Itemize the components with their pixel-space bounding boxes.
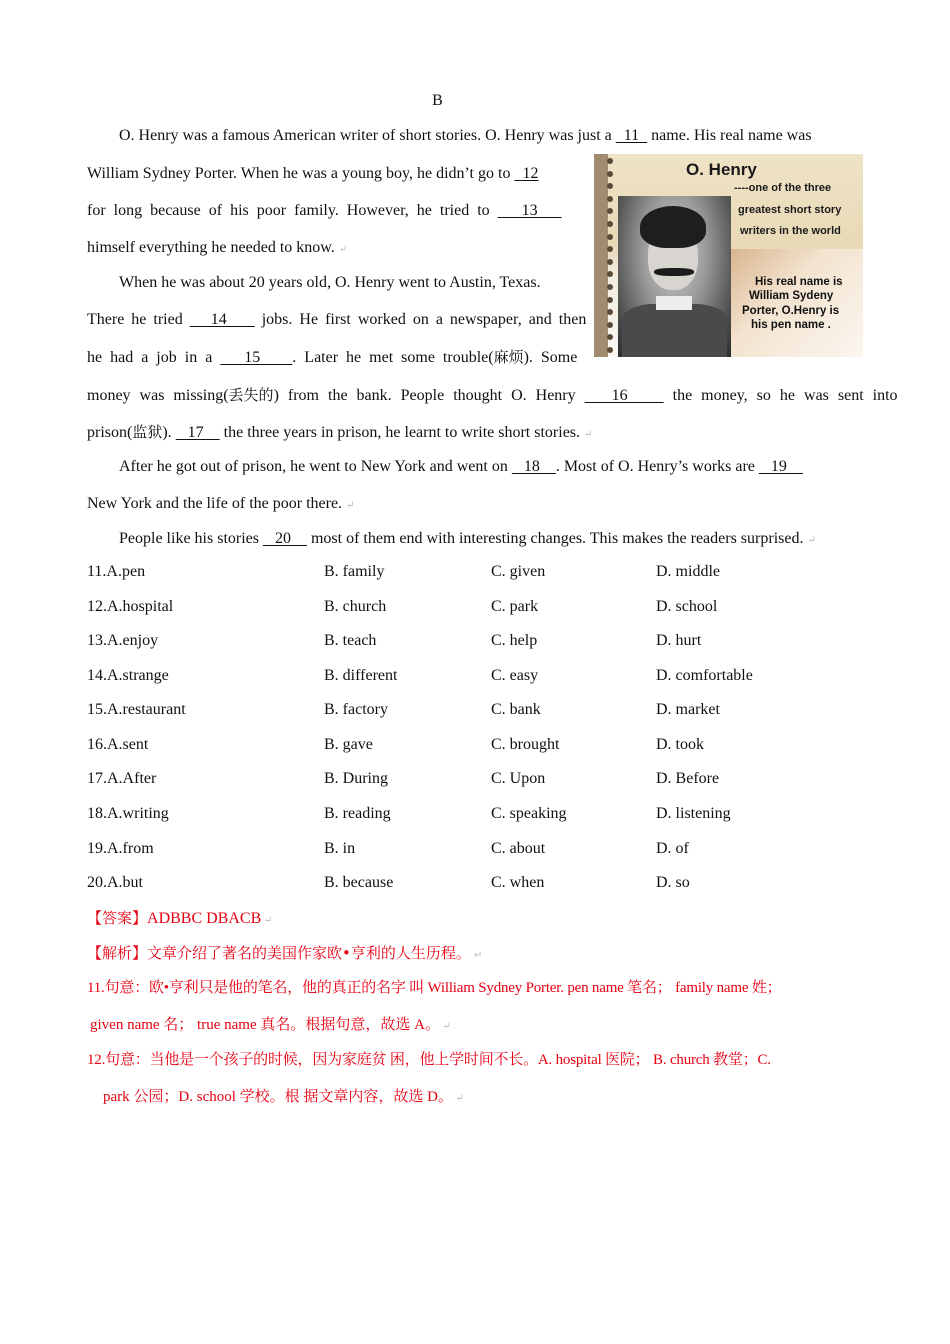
option-b: B. in: [324, 840, 356, 857]
option-d: D. hurt: [656, 632, 702, 649]
passage-text: ). Some: [523, 349, 578, 366]
passage-text: money was missing(: [87, 387, 229, 404]
option-c: C. about: [491, 840, 546, 857]
option-d: D. Before: [656, 770, 720, 787]
passage-text: name. His real name was: [647, 127, 812, 144]
blank-12: 12: [514, 165, 539, 182]
photo-note: William Sydeny: [749, 290, 834, 302]
photo-note: Porter, O.Henry is: [742, 305, 840, 317]
option-d: D. so: [656, 874, 690, 891]
passage-text: After he got out of prison, he went to New York and went on: [119, 458, 512, 475]
photo-subtitle: ----one of the three: [734, 182, 832, 194]
option-b: B. because: [324, 874, 394, 891]
passage-text: most of them end with interesting changes. This makes the readers surprised.: [306, 530, 808, 547]
passage-line: [87, 494, 354, 516]
analysis-q11-line2: given name 名； true name 真名。根据句意，故选 A。: [90, 1017, 440, 1033]
option-d: D. school: [656, 598, 718, 615]
option-c: C. easy: [491, 667, 539, 684]
option-a: 16.A.sent: [87, 736, 149, 753]
room-background: [731, 249, 863, 357]
gloss-trouble: 麻烦: [493, 348, 524, 366]
option-d: D. of: [656, 840, 689, 857]
analysis-q12-line1: 12.句意：当他是一个孩子的时候，因为家庭贫 困，他上学时间不长。A. hospital 医院； B. church 教堂；C.: [87, 1052, 771, 1068]
passage-line: [87, 347, 577, 368]
blank-13: 13: [497, 202, 562, 219]
passage-line: [87, 238, 347, 260]
passage-text: . Later he met some trouble(: [292, 349, 494, 366]
option-c: C. brought: [491, 736, 560, 753]
blank-15: 15: [220, 349, 293, 366]
photo-note: His real name is: [755, 276, 843, 288]
passage-text: William Sydney Porter. When he was a young boy, he didn’t go to: [87, 165, 515, 182]
passage-text: jobs. He first worked on a newspaper, and then: [254, 311, 587, 328]
photo-subtitle: greatest short story: [738, 204, 842, 216]
option-a: 12.A.hospital: [87, 598, 174, 615]
blank-14: 14: [189, 311, 255, 328]
photo-title: O. Henry: [686, 160, 757, 179]
option-b: B. During: [324, 770, 388, 787]
passage-text: ) from the bank. People thought O. Henry: [273, 387, 585, 404]
analysis-summary: 文章介绍了著名的美国作家欧•亨利的人生历程。: [147, 944, 471, 962]
option-a: 17.A.After: [87, 770, 157, 787]
blank-18: 18: [511, 458, 556, 475]
option-d: D. listening: [656, 805, 731, 822]
passage-text: When he was about 20 years old, O. Henry went to Austin, Texas.: [119, 274, 541, 291]
passage-text: the money, so he was sent into: [663, 387, 898, 404]
passage-line: [87, 422, 592, 445]
option-c: C. speaking: [491, 805, 567, 822]
passage-line: [119, 529, 816, 551]
analysis-q11-line1: 11.句意：欧•亨利只是他的笔名，他的真正的名字 叫 William Sydney Porter. pen name 笔名； family name 姓；: [87, 980, 782, 996]
blank-17: 17: [175, 424, 220, 441]
answer-label: 【答案】: [87, 909, 148, 927]
analysis-q12-cont: [103, 1087, 464, 1109]
analysis-label: 【解析】: [87, 944, 148, 962]
passage-text: for long because of his poor family. However, he tried to: [87, 202, 498, 219]
option-a: 19.A.from: [87, 840, 154, 857]
analysis-q11: [87, 978, 781, 998]
option-a: 14.A.strange: [87, 667, 169, 684]
option-c: C. park: [491, 598, 539, 615]
passage-line: [87, 164, 538, 184]
spiral-rings: [607, 158, 615, 357]
paragraph-mark: ↵: [452, 1093, 464, 1104]
photo-subtitle: writers in the world: [740, 225, 841, 237]
passage-text: he had a job in a: [87, 349, 221, 366]
paragraph-mark: ↵: [346, 500, 355, 511]
section-label: B: [432, 92, 443, 109]
blank-16: 16: [584, 387, 664, 404]
paragraph-mark: ↵: [261, 915, 273, 926]
passage-text: the three years in prison, he learnt to write short stories.: [219, 424, 585, 441]
option-d: D. middle: [656, 563, 720, 580]
option-b: B. different: [324, 667, 398, 684]
blank-19: 19: [758, 458, 803, 475]
option-d: D. comfortable: [656, 667, 753, 684]
option-b: B. gave: [324, 736, 373, 753]
option-c: C. bank: [491, 701, 541, 718]
option-b: B. family: [324, 563, 385, 580]
passage-line: [119, 457, 803, 477]
option-c: C. Upon: [491, 770, 546, 787]
option-a: 20.A.but: [87, 874, 143, 891]
option-c: C. given: [491, 563, 546, 580]
passage-line: [119, 126, 864, 146]
passage-text: New York and the life of the poor there.: [87, 495, 347, 512]
analysis-q11-cont: [90, 1015, 451, 1037]
paragraph-mark: ↵: [584, 429, 593, 440]
notebook-spiral: [594, 154, 608, 357]
passage-line: [119, 273, 541, 293]
blank-20: 20: [262, 530, 307, 547]
option-d: D. market: [656, 701, 720, 718]
o-henry-photo: [594, 154, 863, 357]
option-b: B. reading: [324, 805, 391, 822]
paragraph-mark: ↵: [470, 950, 483, 961]
answer-line: [87, 908, 272, 931]
passage-text: . Most of O. Henry’s works are: [555, 458, 759, 475]
paragraph-mark: ↵: [338, 244, 348, 255]
answer-value: ADBBC DBACB: [147, 910, 262, 927]
gloss-missing: 丢失的: [228, 386, 274, 404]
analysis-q12: [87, 1050, 771, 1070]
passage-text: ).: [162, 424, 176, 441]
passage-text: prison(: [87, 424, 133, 441]
option-a: 11.A.pen: [87, 563, 146, 580]
paragraph-mark: ↵: [439, 1021, 451, 1032]
analysis-q12-line2: park 公园；D. school 学校。根 据文章内容，故选 D。: [103, 1089, 453, 1105]
passage-text: O. Henry was a famous American writer of short stories. O. Henry was just a: [119, 127, 616, 144]
passage-text: People like his stories: [119, 530, 263, 547]
blank-11: 11: [615, 127, 648, 144]
passage-line: [87, 385, 898, 406]
option-a: 18.A.writing: [87, 805, 169, 822]
gloss-prison: 监狱: [132, 423, 163, 441]
option-d: D. took: [656, 736, 704, 753]
passage-line: [87, 201, 562, 221]
portrait-image: [618, 196, 731, 357]
analysis-summary-line: [87, 943, 482, 966]
option-b: B. church: [324, 598, 387, 615]
option-a: 13.A.enjoy: [87, 632, 159, 649]
option-c: C. help: [491, 632, 538, 649]
photo-note: his pen name .: [751, 319, 831, 331]
passage-text: There he tried: [87, 311, 190, 328]
option-c: C. when: [491, 874, 545, 891]
option-a: 15.A.restaurant: [87, 701, 186, 718]
passage-line: [87, 310, 586, 330]
option-b: B. teach: [324, 632, 377, 649]
passage-text: himself everything he needed to know.: [87, 239, 339, 256]
option-b: B. factory: [324, 701, 388, 718]
paragraph-mark: ↵: [807, 535, 816, 546]
